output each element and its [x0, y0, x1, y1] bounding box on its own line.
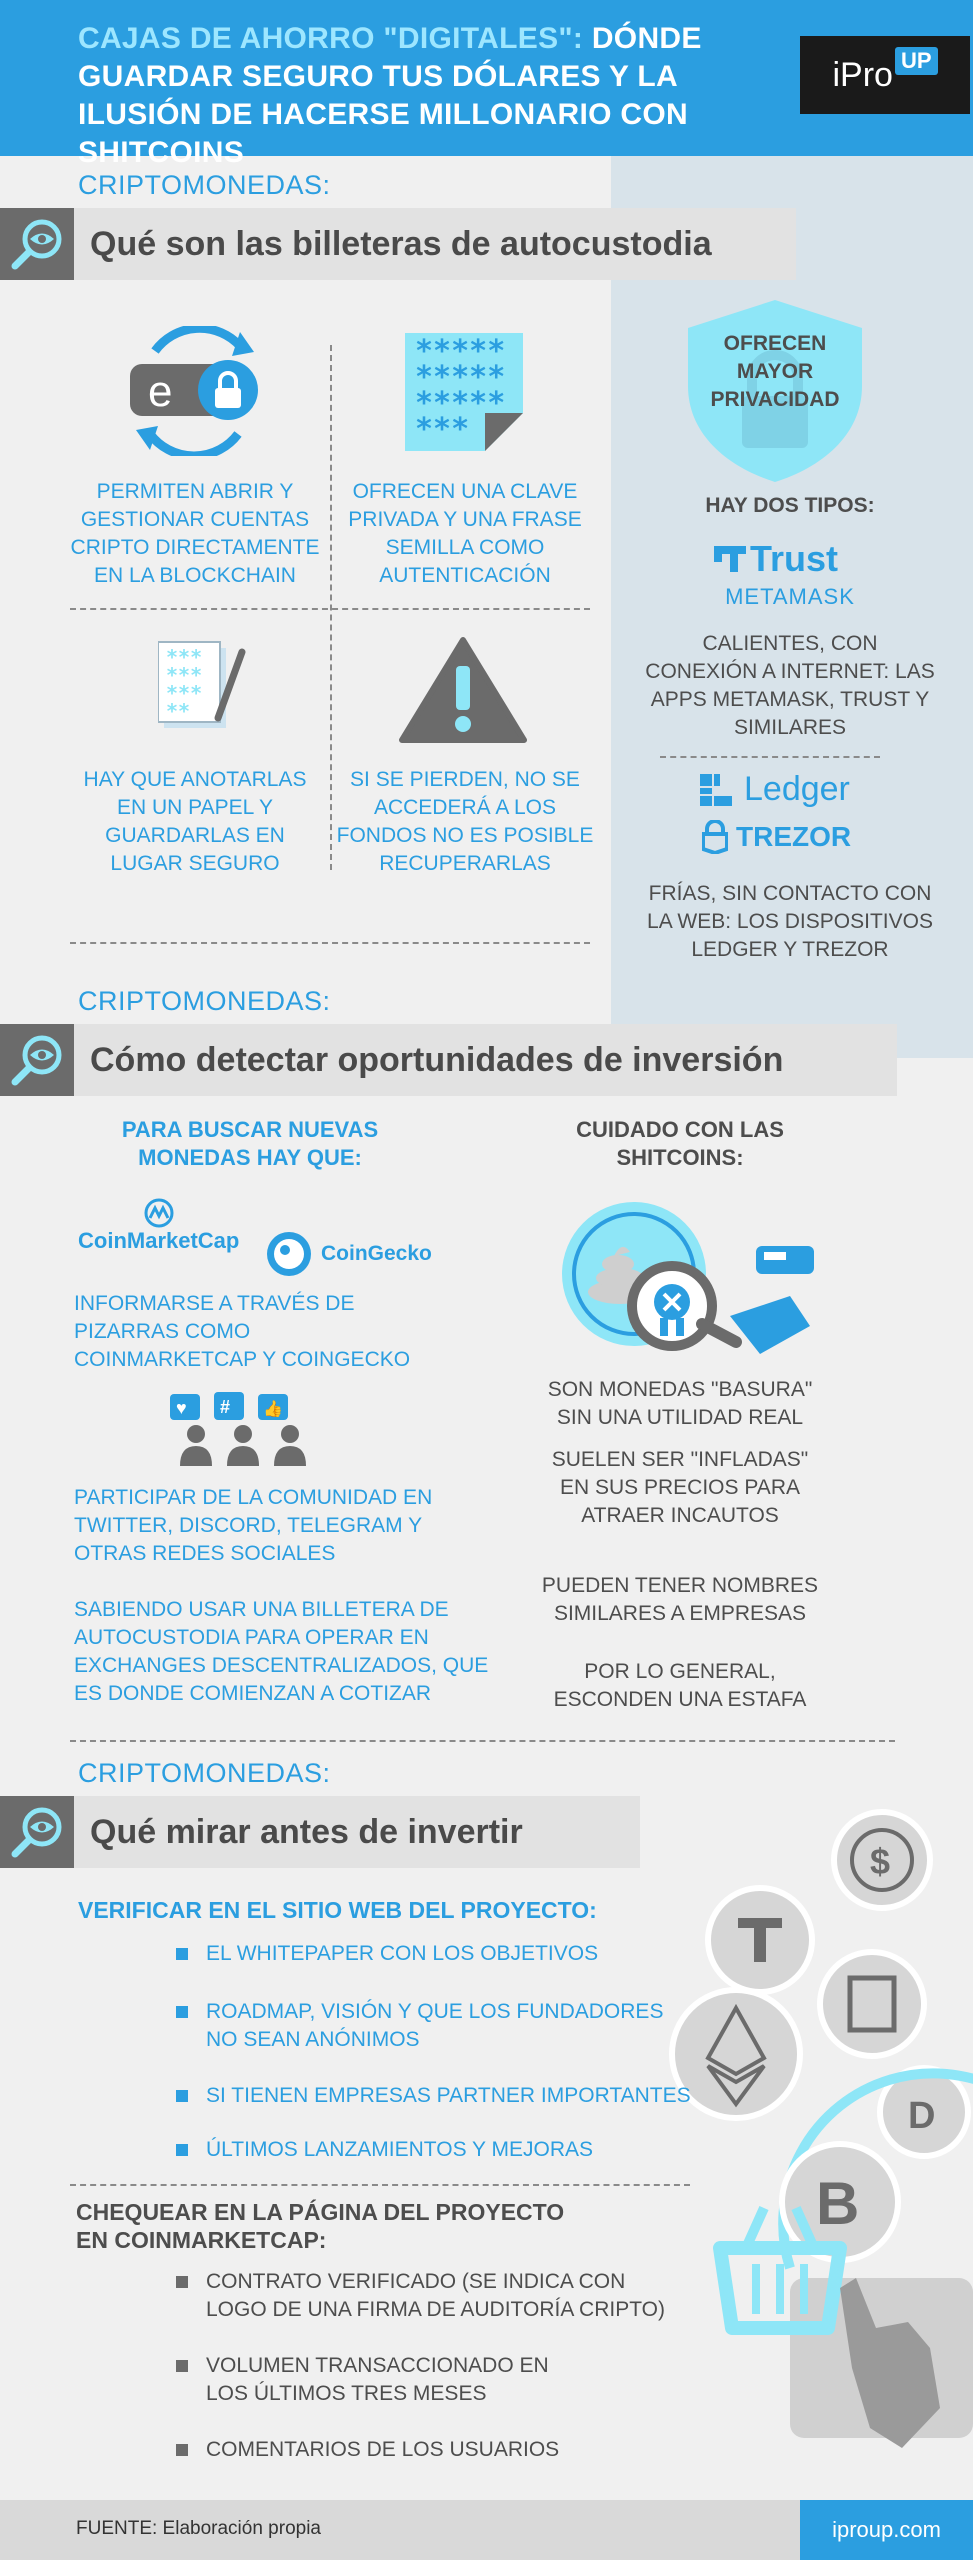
- check-item: CONTRATO VERIFICADO (SE INDICA CON LOGO DE UNA FIRMA DE AUDITORÍA CRIPTO): [176, 2268, 676, 2324]
- svg-text:***: ***: [166, 681, 203, 705]
- find-item-3: SABIENDO USAR UNA BILLETERA DE AUTOCUSTODIA PARA OPERAR EN EXCHANGES DESCENTRALIZADOS, QUE ES DONDE COMIENZAN A COTIZAR: [74, 1598, 489, 1705]
- bullet-square: [176, 2006, 188, 2018]
- community-icon: [168, 1392, 318, 1475]
- bullet-square: [176, 2276, 188, 2288]
- crypto-coin-icon: [820, 1952, 924, 2056]
- verify-item: ROADMAP, VISIÓN Y QUE LOS FUNDADORES NO SEAN ANÓNIMOS: [176, 1998, 676, 2054]
- magnifier-eye-icon: [0, 208, 74, 280]
- trezor-label: TREZOR: [736, 821, 852, 852]
- find-coins-heading: PARA BUSCAR NUEVAS MONEDAS HAY QUE:: [121, 1117, 379, 1170]
- check-item: VOLUMEN TRANSACCIONADO EN LOS ÚLTIMOS TRES MESES: [176, 2352, 596, 2408]
- ewallet-lock-icon: [120, 326, 270, 461]
- section3-divider: [70, 2184, 690, 2186]
- magnifier-eye-icon: [0, 1796, 74, 1868]
- verify-item: EL WHITEPAPER CON LOS OBJETIVOS: [176, 1940, 696, 1968]
- verify-item: SI TIENEN EMPRESAS PARTNER IMPORTANTES: [176, 2082, 696, 2110]
- trust-logo: [712, 538, 838, 580]
- find-item-2: PARTICIPAR DE LA COMUNIDAD EN TWITTER, DISCORD, TELEGRAM Y OTRAS REDES SOCIALES: [74, 1486, 433, 1565]
- password-note-icon: [405, 333, 523, 456]
- shitcoin-fact-4: POR LO GENERAL, ESCONDEN UNA ESTAFA: [553, 1660, 807, 1711]
- bullet-square: [176, 2360, 188, 2372]
- cold-wallets-text: FRÍAS, SIN CONTACTO CON LA WEB: LOS DISPOSITIVOS LEDGER Y TREZOR: [647, 882, 933, 961]
- two-types-heading: HAY DOS TIPOS:: [705, 494, 875, 517]
- svg-text:***: ***: [415, 412, 470, 447]
- shitcoin-fact-1: SON MONEDAS "BASURA" SIN UNA UTILIDAD REAL: [547, 1378, 813, 1429]
- section2-label: CRIPTOMONEDAS:: [78, 986, 331, 1016]
- section2-bottom-divider: [70, 1740, 895, 1742]
- trust-label: Trust: [750, 538, 839, 579]
- ledger-label: Ledger: [744, 770, 850, 808]
- hot-wallets-text: CALIENTES, CON CONEXIÓN A INTERNET: LAS APPS METAMASK, TRUST Y SIMILARES: [645, 632, 935, 739]
- wallet-feature-4: SI SE PIERDEN, NO SE ACCEDERÁ A LOS FONDOS NO ES POSIBLE RECUPERARLAS: [336, 768, 594, 875]
- coingecko-icon: [265, 1230, 313, 1278]
- trust-icon: [712, 544, 748, 574]
- section3-label: CRIPTOMONEDAS:: [78, 1758, 331, 1788]
- bullet-square: [176, 1948, 188, 1960]
- check-item: COMENTARIOS DE LOS USUARIOS: [176, 2436, 596, 2464]
- svg-text:$: $: [870, 1841, 891, 1882]
- tether-coin-icon: [708, 1888, 812, 1992]
- svg-text:*****: *****: [415, 360, 506, 395]
- svg-text:B: B: [816, 2170, 860, 2237]
- svg-text:#: #: [220, 1397, 231, 1417]
- bullet-square: [176, 2090, 188, 2102]
- section2-title: Cómo detectar oportunidades de inversión: [90, 1040, 784, 1079]
- trezor-logo: [702, 820, 851, 854]
- section1-bottom-divider: [70, 942, 590, 944]
- wallet-feature-1: PERMITEN ABRIR Y GESTIONAR CUENTAS CRIPTO DIRECTAMENTE EN LA BLOCKCHAIN: [70, 480, 320, 587]
- coinmarketcap-logo: [78, 1198, 239, 1254]
- coingecko-logo: [265, 1230, 432, 1278]
- section1-label: CRIPTOMONEDAS:: [78, 170, 331, 200]
- footer-source: FUENTE: Elaboración propia: [76, 2518, 321, 2539]
- svg-text:e: e: [148, 367, 173, 416]
- page-title: CAJAS DE AHORRO "DIGITALES": DÓNDE GUARDAR SEGURO TUS DÓLARES Y LA ILUSIÓN DE HACERSE MILLONARIO CON SHITCOINS: [78, 22, 702, 169]
- svg-text:***: ***: [166, 645, 203, 669]
- verify-heading: VERIFICAR EN EL SITIO WEB DEL PROYECTO:: [78, 1897, 597, 1923]
- metamask-label: METAMASK: [725, 584, 855, 609]
- footer-url-link[interactable]: iproup.com: [800, 2500, 973, 2560]
- privacy-text: OFRECEN MAYOR PRIVACIDAD: [710, 332, 840, 411]
- trezor-icon: [702, 820, 728, 854]
- find-item-1: INFORMARSE A TRAVÉS DE PIZARRAS COMO COINMARKETCAP Y COINGECKO: [74, 1292, 411, 1371]
- coinmarketcap-icon: [141, 1198, 177, 1228]
- shitcoins-heading: CUIDADO CON LAS SHITCOINS:: [576, 1117, 784, 1170]
- grid-divider-horizontal: [70, 608, 590, 610]
- section2-header: [0, 1024, 897, 1096]
- svg-text:*****: *****: [415, 386, 506, 421]
- magnifier-eye-icon: [0, 1024, 74, 1096]
- wallet-feature-2: OFRECEN UNA CLAVE PRIVADA Y UNA FRASE SEMILLA COMO AUTENTICACIÓN: [348, 480, 582, 587]
- ledger-logo: [700, 770, 850, 809]
- svg-text:D: D: [908, 2095, 936, 2137]
- check-heading: CHEQUEAR EN LA PÁGINA DEL PROYECTO EN COINMARKETCAP:: [76, 2199, 565, 2253]
- ledger-icon: [700, 774, 732, 806]
- logo-badge: UP: [895, 47, 938, 75]
- verify-item: ÚLTIMOS LANZAMIENTOS Y MEJORAS: [176, 2136, 696, 2164]
- logo-text: iPro: [832, 55, 893, 94]
- wallet-feature-3: HAY QUE ANOTARLAS EN UN PAPEL Y GUARDARLAS EN LUGAR SEGURO: [83, 768, 307, 875]
- bullet-square: [176, 2144, 188, 2156]
- coinmarketcap-label: CoinMarketCap: [78, 1228, 240, 1253]
- shitcoin-inspect-icon: [560, 1196, 820, 1369]
- shitcoin-fact-3: PUEDEN TENER NOMBRES SIMILARES A EMPRESAS: [541, 1574, 819, 1625]
- iproup-logo[interactable]: [800, 36, 970, 114]
- warning-icon: [398, 636, 528, 751]
- section3-header: [0, 1796, 640, 1868]
- paper-pen-icon: [158, 640, 248, 740]
- svg-text:***: ***: [166, 663, 203, 687]
- shitcoin-fact-2: SUELEN SER "INFLADAS" EN SUS PRECIOS PARA ATRAER INCAUTOS: [551, 1448, 809, 1527]
- dollar-coin-icon: [834, 1812, 930, 1908]
- bullet-square: [176, 2444, 188, 2456]
- section3-title: Qué mirar antes de invertir: [90, 1812, 523, 1851]
- svg-text:*****: *****: [415, 334, 506, 369]
- section1-title: Qué son las billeteras de autocustodia: [90, 224, 712, 263]
- side-divider: [660, 756, 880, 758]
- svg-text:**: **: [166, 699, 191, 723]
- svg-text:♥: ♥: [176, 1398, 187, 1418]
- coingecko-label: CoinGecko: [321, 1242, 432, 1265]
- section1-header: [0, 208, 796, 280]
- svg-text:👍: 👍: [263, 1401, 283, 1418]
